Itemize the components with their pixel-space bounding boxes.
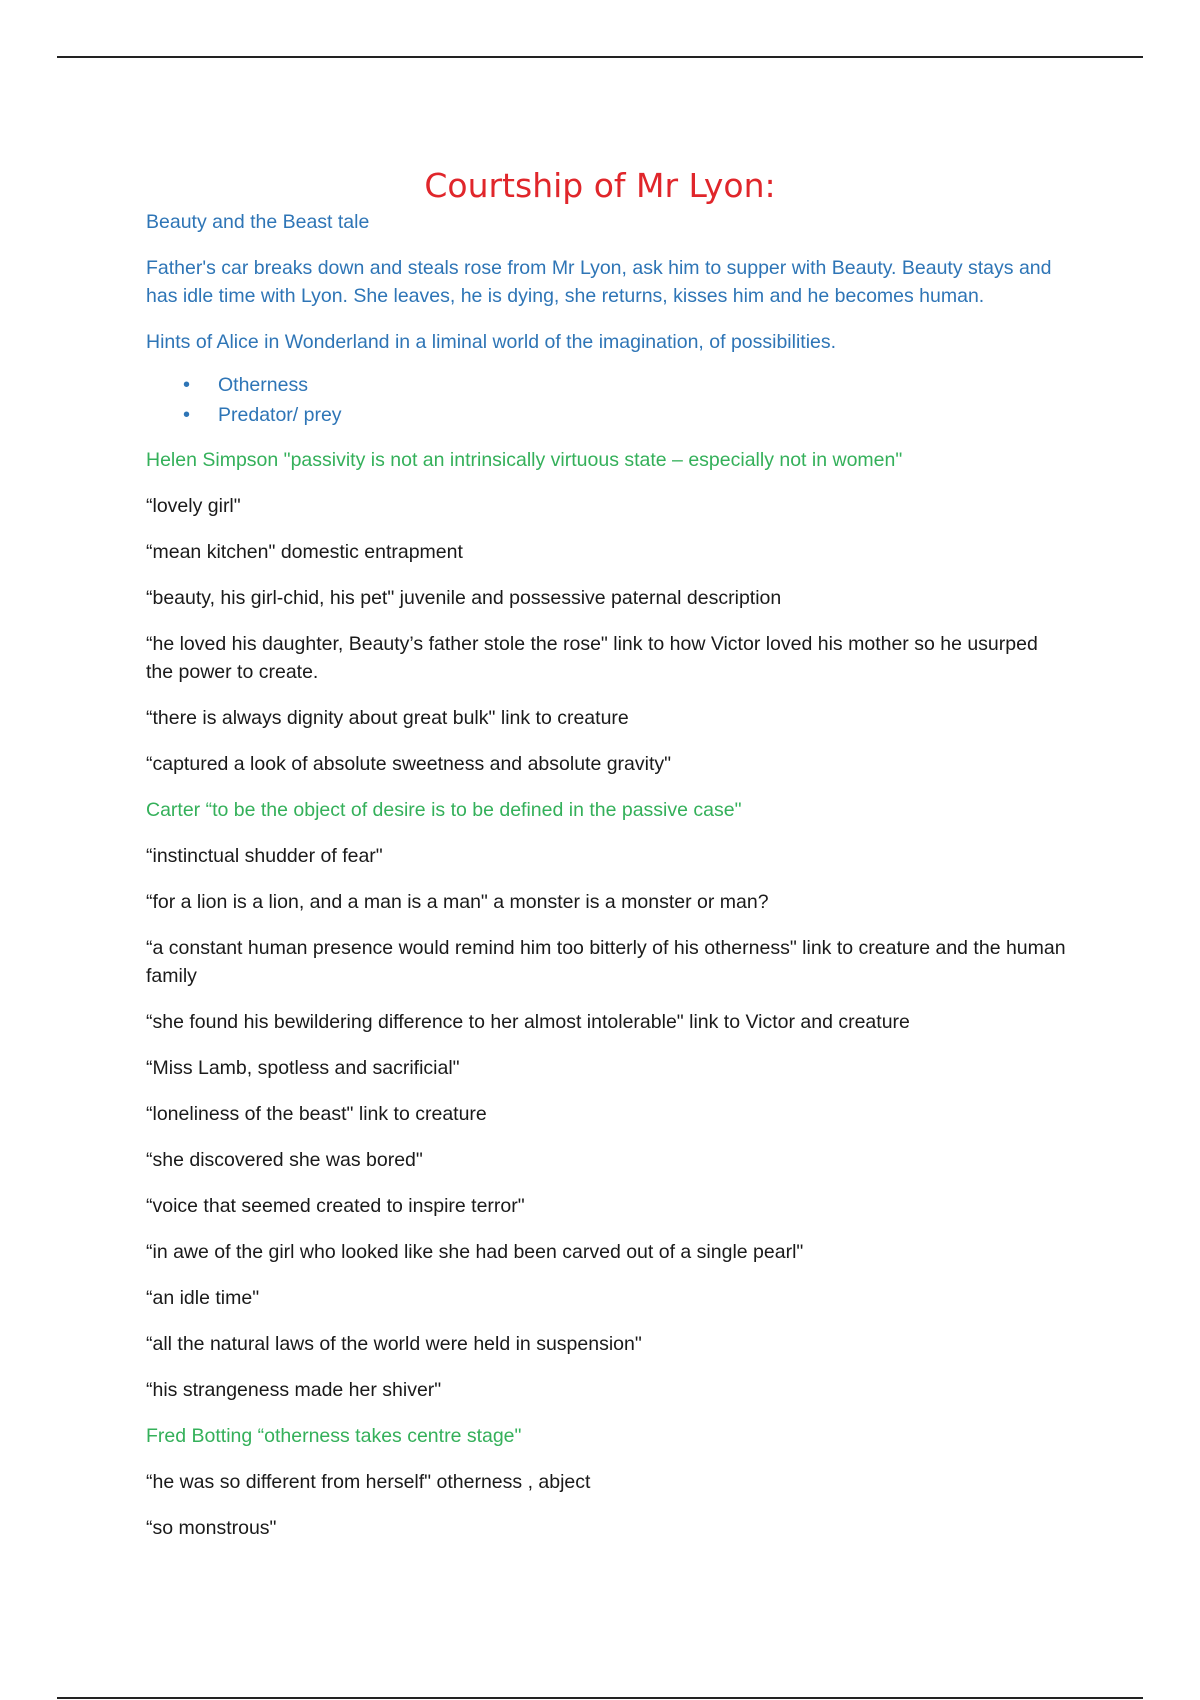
quote-line: “so monstrous" (146, 1517, 277, 1539)
quote-line: “captured a look of absolute sweetness and absolute gravity" (146, 753, 672, 775)
quote-line: “beauty, his girl-chid, his pet" juvenile and possessive paternal description (146, 587, 782, 609)
critic-quote-carter: Carter “to be the object of desire is to be defined in the passive case" (146, 799, 742, 821)
quote-line: “all the natural laws of the world were held in suspension" (146, 1333, 642, 1355)
quote-line: “in awe of the girl who looked like she had been carved out of a single pearl" (146, 1241, 804, 1263)
quote-line: “a constant human presence would remind him too bitterly of his otherness" link to creature and the human family (146, 937, 1066, 987)
page-title: Courtship of Mr Lyon: (424, 166, 776, 205)
subtitle: Beauty and the Beast tale (146, 211, 370, 233)
quote-line: “he loved his daughter, Beauty’s father stole the rose" link to how Victor loved his mother so he usurped the power to create. (146, 633, 1038, 683)
critic-quote-simpson: Helen Simpson "passivity is not an intrinsically virtuous state – especially not in women" (146, 449, 903, 471)
quote-line: “there is always dignity about great bulk" link to creature (146, 707, 629, 729)
top-rule (57, 56, 1143, 58)
bullet-item: • Otherness (146, 370, 1066, 400)
quote-line: “for a lion is a lion, and a man is a man" a monster is a monster or man? (146, 891, 769, 913)
quote-line: “she found his bewildering difference to her almost intolerable" link to Victor and creature (146, 1011, 910, 1033)
quote-line: “she discovered she was bored" (146, 1149, 423, 1171)
bullet-icon: • (183, 374, 191, 396)
quote-line: “loneliness of the beast" link to creature (146, 1103, 487, 1125)
document-body (146, 208, 1066, 1560)
critic-quote-botting: Fred Botting “otherness takes centre stage" (146, 1425, 522, 1447)
quote-line: “instinctual shudder of fear" (146, 845, 383, 867)
quote-line: “lovely girl" (146, 495, 241, 517)
plot-summary: Father's car breaks down and steals rose from Mr Lyon, ask him to supper with Beauty. Beauty stays and has idle time with Lyon. She leaves, he is dying, she returns, kisses him and he becomes human. (146, 257, 1052, 307)
quote-line: “his strangeness made her shiver" (146, 1379, 442, 1401)
quote-line: “Miss Lamb, spotless and sacrificial" (146, 1057, 460, 1079)
theme-bullet-list (146, 370, 1066, 430)
hints-paragraph: Hints of Alice in Wonderland in a liminal world of the imagination, of possibilities. (146, 331, 837, 353)
bullet-icon: • (183, 404, 191, 426)
bullet-item: • Predator/ prey (146, 400, 1066, 430)
quote-line: “voice that seemed created to inspire terror" (146, 1195, 525, 1217)
quote-line: “he was so different from herself" otherness , abject (146, 1471, 591, 1493)
quote-line: “mean kitchen" domestic entrapment (146, 541, 463, 563)
bottom-rule (57, 1697, 1143, 1699)
quote-line: “an idle time" (146, 1287, 260, 1309)
